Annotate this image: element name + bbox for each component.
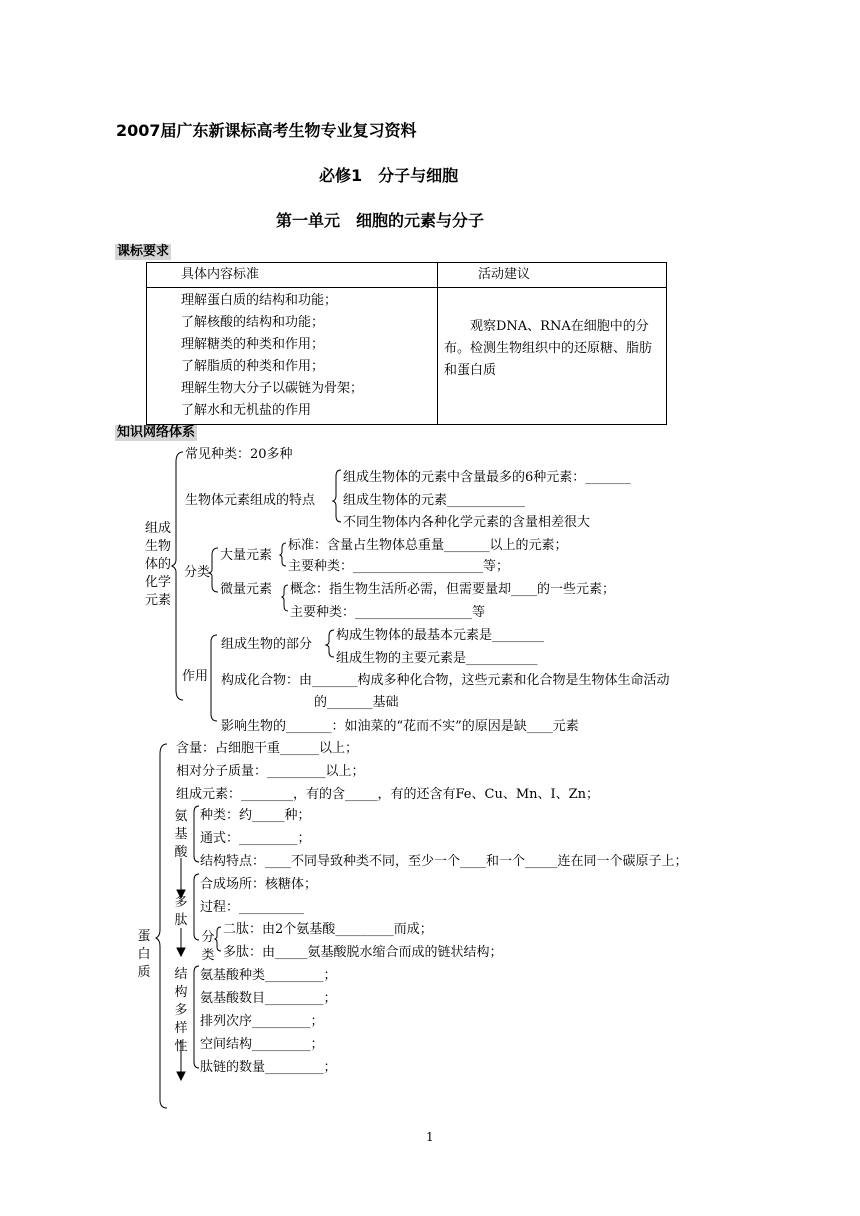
module-subtitle: 必修1 分子与细胞 bbox=[319, 166, 459, 185]
part-item: 构成生物体的最基本元素是________ bbox=[336, 628, 545, 643]
influence-line: 影响生物的_______：如油菜的“花而不实”的原因是缺____元素 bbox=[221, 719, 579, 734]
compound-line-continued: 的_______基础 bbox=[314, 695, 399, 710]
macro-item: 标准：含量占生物体总重量_______以上的元素； bbox=[288, 538, 568, 553]
standard-item: 理解蛋白质的结构和功能； bbox=[181, 293, 338, 308]
micro-item: 概念：指生物生活所必需，但需要量却____的一些元素； bbox=[290, 582, 616, 597]
network-heading: 知识网络体系 bbox=[117, 425, 196, 440]
standard-item: 了解核酸的结构和功能； bbox=[181, 315, 325, 330]
diversity-item: 空间结构_________； bbox=[200, 1037, 324, 1052]
protein-root-label: 蛋 白 质 bbox=[137, 929, 151, 980]
amino-item: 通式：_________； bbox=[200, 831, 311, 846]
protein-content: 含量：占细胞干重______以上； bbox=[176, 741, 359, 756]
class-item: 二肽：由2个氨基酸_________而成； bbox=[223, 922, 433, 937]
common-types: 常见种类：20多种 bbox=[185, 447, 293, 462]
feature-item: 不同生物体内各种化学元素的含量相差很大 bbox=[343, 515, 591, 530]
peptide-item: 过程：__________ bbox=[200, 900, 305, 915]
class-item: 多肽：由_____氨基酸脱水缩合而成的链状结构； bbox=[223, 945, 503, 960]
amino-acid-label: 氨 基 酸 bbox=[174, 809, 188, 860]
peptide-label: 多 肽 bbox=[174, 895, 188, 928]
role-label: 作用 bbox=[182, 669, 209, 684]
requirements-heading: 课标要求 bbox=[117, 244, 170, 259]
micro-label: 微量元素 bbox=[220, 582, 273, 597]
peptide-item: 合成场所：核糖体； bbox=[200, 877, 318, 892]
column-header-activities: 活动建议 bbox=[438, 263, 667, 288]
classify-label: 分类 bbox=[184, 565, 211, 580]
column-header-standards: 具体内容标准 bbox=[147, 263, 438, 288]
diversity-item: 氨基酸数目_________； bbox=[200, 991, 337, 1006]
page-number: 1 bbox=[426, 1130, 434, 1144]
standard-item: 了解水和无机盐的作用 bbox=[181, 403, 312, 418]
activity-line: 布。检测生物组织中的还原糖、脂肪 bbox=[444, 341, 653, 356]
feature-item: 组成生物体的元素____________ bbox=[343, 493, 526, 508]
standard-item: 理解糖类的种类和作用； bbox=[181, 337, 325, 352]
standard-item: 了解脂质的种类和作用； bbox=[181, 359, 325, 374]
diversity-label: 结 构 多 样 性 bbox=[174, 967, 188, 1054]
macro-label: 大量元素 bbox=[220, 548, 273, 563]
protein-elements: 组成元素：________，有的含_____，有的还含有Fe、Cu、Mn、I、Zn； bbox=[176, 787, 600, 802]
amino-item: 结构特点：____不同导致种类不同，至少一个____和一个_____连在同一个碳原子上； bbox=[200, 854, 688, 869]
part-label: 组成生物的部分 bbox=[221, 637, 313, 652]
micro-item: 主要种类：__________________等 bbox=[290, 605, 486, 620]
diversity-item: 肽链的数量_________； bbox=[200, 1060, 337, 1075]
part-item: 组成生物的主要元素是___________ bbox=[336, 651, 538, 666]
document-title: 2007届广东新课标高考生物专业复习资料 bbox=[116, 121, 417, 140]
diversity-item: 排列次序_________； bbox=[200, 1014, 324, 1029]
amino-item: 种类：约_____种； bbox=[200, 808, 311, 823]
activity-line: 观察DNA、RNA在细胞中的分 bbox=[444, 319, 649, 334]
network-root-label: 组成 生物 体的 化学 元素 bbox=[144, 521, 171, 608]
compound-line: 构成化合物：由_______构成多种化合物，这些元素和化合物是生物体生命活动 bbox=[221, 673, 670, 688]
standard-item: 理解生物大分子以碳链为骨架； bbox=[181, 381, 364, 396]
diversity-item: 氨基酸种类_________； bbox=[200, 968, 337, 983]
macro-item: 主要种类：____________________等； bbox=[288, 559, 510, 574]
unit-title: 第一单元 细胞的元素与分子 bbox=[276, 211, 485, 230]
protein-mass: 相对分子质量：_________以上； bbox=[176, 764, 365, 779]
feature-item: 组成生物体的元素中含量最多的6种元素：_______ bbox=[343, 470, 631, 485]
activity-line: 和蛋白质 bbox=[444, 363, 497, 378]
feature-label: 生物体元素组成的特点 bbox=[185, 493, 316, 508]
class-label: 分 类 bbox=[201, 930, 215, 963]
